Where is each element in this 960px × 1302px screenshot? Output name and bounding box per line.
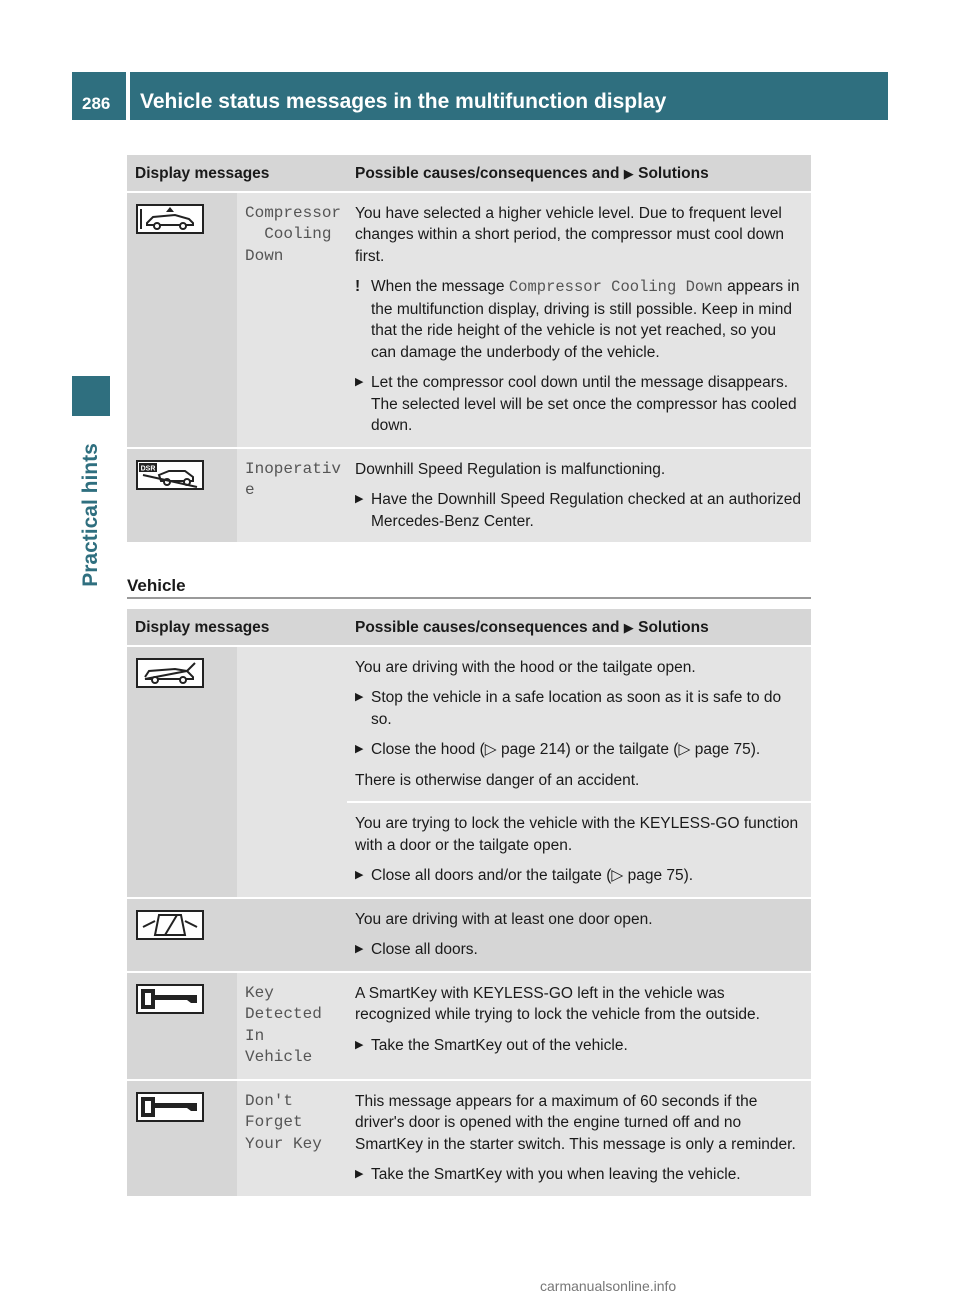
dsr-icon	[135, 459, 205, 491]
col-header-causes-prefix: Possible causes/consequences and	[355, 165, 620, 182]
step-arrow-icon: ▶	[355, 869, 364, 881]
sidebar-section-label	[72, 430, 110, 600]
sidebar-marker	[72, 376, 110, 416]
smartkey-icon	[135, 983, 205, 1015]
causes-cell	[347, 1081, 811, 1196]
play-arrow-icon: ▶	[623, 166, 634, 181]
smartkey-icon	[135, 1091, 205, 1123]
solution-step: ▶ Take the SmartKey with you when leaving the vehicle.	[355, 1164, 803, 1186]
warning-icon: !	[355, 278, 361, 295]
warning-note: ! When the message Compressor Cooling Down appears in the multifunction display, driving is still possible. Keep in mind that the ride height of the vehicle is not yet reached, so you can damage the underbody of the vehicle.	[355, 276, 803, 363]
display-message: Key Detected In Vehicle	[237, 973, 347, 1079]
solution-step: ▶ Stop the vehicle in a safe location as soon as it is safe to do so.	[355, 687, 803, 730]
step-arrow-icon: ▶	[355, 943, 364, 955]
solution-step: ▶ Close all doors.	[355, 939, 803, 961]
watermark: carmanualsonline.info	[540, 1278, 677, 1294]
solution-step: ▶ Close the hood (▷ page 214) or the tailgate (▷ page 75).	[355, 739, 803, 761]
table-row	[127, 191, 811, 447]
step-arrow-icon: ▶	[355, 376, 364, 388]
play-arrow-icon: ▶	[623, 620, 634, 635]
table-row	[127, 447, 811, 543]
page-header	[72, 72, 888, 120]
page-number-box	[72, 72, 126, 120]
col-header-causes	[347, 609, 811, 645]
solution-step: ▶ Let the compressor cool down until the message disappears. The selected level will be set once the compressor has cooled down.	[355, 372, 803, 437]
cause-text: You are driving with the hood or the tailgate open.	[355, 658, 696, 676]
display-message: Inoperativ e	[237, 449, 347, 543]
cause-text: You have selected a higher vehicle level. Due to frequent level changes within a short period, the compressor must cool down first.	[355, 204, 785, 265]
solution-step: ▶ Take the SmartKey out of the vehicle.	[355, 1035, 803, 1057]
section-heading: Vehicle	[127, 576, 186, 595]
col-header-causes-suffix: Solutions	[638, 619, 709, 636]
step-arrow-icon: ▶	[355, 743, 364, 755]
col-header-causes	[347, 155, 811, 191]
table-row	[127, 645, 811, 897]
title-box	[130, 72, 888, 120]
table-header-row	[127, 609, 811, 645]
table-row	[127, 1079, 811, 1196]
col-header-causes-prefix: Possible causes/consequences and	[355, 619, 620, 636]
causes-cell	[347, 193, 811, 447]
table-1	[127, 155, 811, 542]
table-header-row	[127, 155, 811, 191]
step-arrow-icon: ▶	[355, 1168, 364, 1180]
door-open-icon	[135, 909, 205, 941]
cause-text: A SmartKey with KEYLESS-GO left in the vehicle was recognized while trying to lock the vehicle from the outside.	[355, 984, 760, 1023]
cause-text: You are driving with at least one door open.	[355, 910, 653, 928]
causes-cell	[347, 647, 811, 802]
step-arrow-icon: ▶	[355, 1038, 364, 1051]
hood-tailgate-open-icon	[135, 657, 205, 689]
step-arrow-icon: ▶	[355, 691, 364, 703]
col-header-display: Display messages	[127, 609, 347, 645]
svg-text:DSR: DSR	[140, 465, 156, 472]
table-row	[127, 897, 811, 971]
solution-step: ▶ Close all doors and/or the tailgate (▷ page 75).	[355, 865, 803, 887]
table-row	[127, 971, 811, 1079]
display-message: Compressor Cooling Down	[237, 193, 347, 447]
cause-text: You are trying to lock the vehicle with the KEYLESS-GO function with a door or the tailgate open.	[355, 815, 799, 854]
col-header-causes-suffix: Solutions	[638, 165, 709, 182]
cause-text: Downhill Speed Regulation is malfunctioning.	[355, 460, 666, 478]
solution-step: ▶ Have the Downhill Speed Regulation checked at an authorized Mercedes-Benz Center.	[355, 489, 803, 532]
page-title: Vehicle status messages in the multifunction display	[140, 90, 667, 113]
causes-cell	[347, 973, 811, 1079]
page-number: 286	[82, 94, 111, 113]
causes-cell	[347, 801, 811, 897]
display-message: Don't Forget Your Key	[237, 1081, 347, 1196]
step-arrow-icon: ▶	[355, 493, 364, 505]
col-header-display: Display messages	[127, 155, 347, 191]
causes-cell	[347, 449, 811, 543]
table-2	[127, 609, 811, 1196]
sidebar-label-text: Practical hints	[79, 443, 102, 587]
section-divider	[127, 597, 811, 599]
cause-text: There is otherwise danger of an accident.	[355, 771, 640, 789]
causes-cell	[347, 899, 811, 971]
cause-text: This message appears for a maximum of 60 seconds if the driver's door is opened with the engine turned off and no SmartKey in the starter switch. This message is only a reminder.	[355, 1092, 796, 1153]
vehicle-level-raise-icon	[135, 203, 205, 235]
